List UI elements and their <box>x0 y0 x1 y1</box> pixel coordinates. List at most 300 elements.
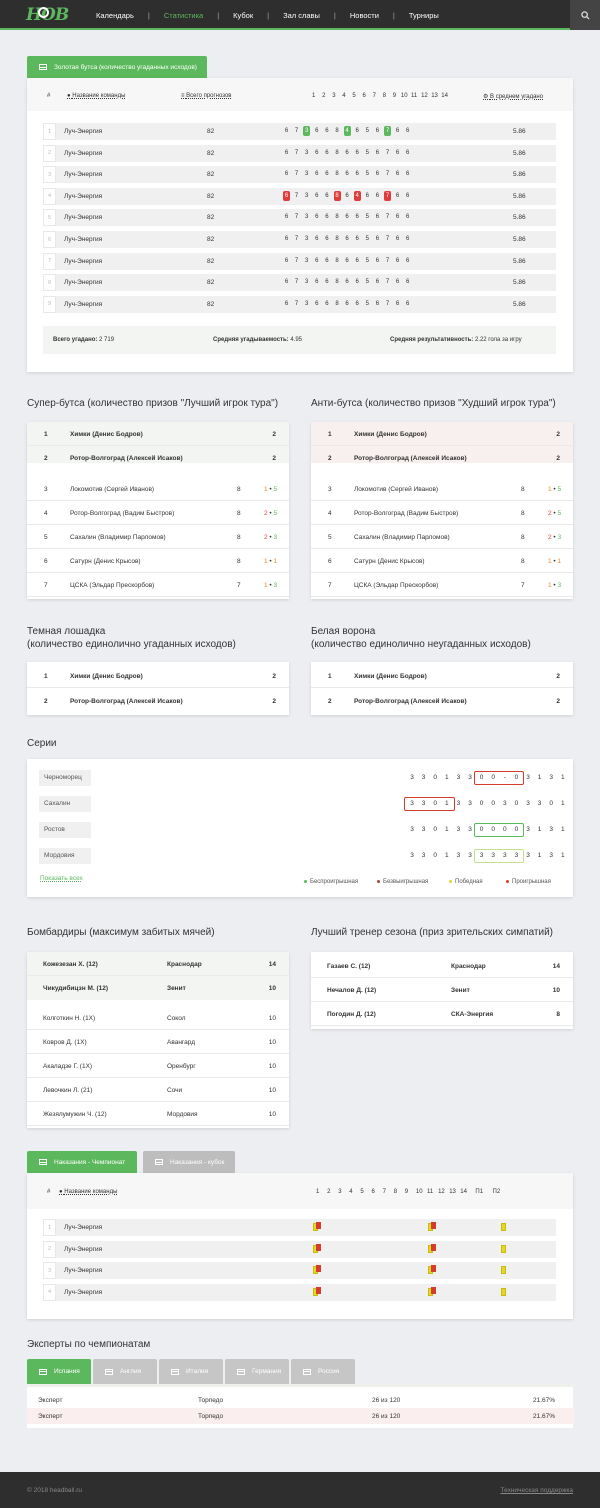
player-name: Левочкин Л. (21) <box>43 1087 93 1094</box>
table-row[interactable] <box>27 1392 574 1408</box>
table-row[interactable] <box>27 1102 289 1126</box>
red-card-icon <box>316 1265 321 1272</box>
round-cell: 6 <box>395 214 400 221</box>
series-value: 0 <box>433 800 437 807</box>
item-player: Ротор-Волгоград (Алексей Исаков) <box>354 698 467 705</box>
round-cell: 5 <box>365 300 369 307</box>
round-cell: 7 <box>385 171 390 178</box>
round-col-10: 10 <box>400 93 408 99</box>
nav-item-2[interactable]: Кубок <box>233 11 254 20</box>
goals-count: 10 <box>552 987 560 994</box>
series-value: 3 <box>526 774 530 781</box>
average-guessed: 5.86 <box>513 214 526 222</box>
nav-item-0[interactable]: Календарь <box>96 11 134 20</box>
tab-label: Золотая бутса (количество угаданных исходов) <box>54 63 197 71</box>
round-cell: 6 <box>345 257 349 264</box>
list-item[interactable] <box>27 525 289 549</box>
player-name: Погодин Д. (12) <box>327 1011 376 1018</box>
item-rank: 2 <box>328 698 332 705</box>
list-item[interactable] <box>27 477 289 501</box>
round-cell: 6 <box>315 279 319 286</box>
round-cell: 4 <box>345 128 349 134</box>
round-cell: 6 <box>355 171 359 178</box>
site-logo[interactable]: НОВ <box>26 5 69 25</box>
table-row[interactable] <box>311 978 573 1002</box>
legend-item <box>377 879 428 885</box>
item-rank: 4 <box>328 510 332 517</box>
series-value: 0 <box>514 826 519 833</box>
item-rank: 4 <box>44 510 48 517</box>
yellow-card-icon <box>501 1288 506 1296</box>
round-cell: 6 <box>355 300 359 307</box>
table-row[interactable] <box>27 976 289 1000</box>
list-item[interactable] <box>27 501 289 525</box>
nav-item-3[interactable]: Зал славы <box>283 11 320 20</box>
tab-label: Испания <box>54 1368 80 1375</box>
round-col-3: 3 <box>332 93 336 99</box>
goals-count: 10 <box>268 1039 276 1046</box>
round-cell: 6 <box>284 192 289 199</box>
table-row[interactable] <box>43 145 556 162</box>
round-cell: 6 <box>315 214 319 221</box>
series-value: 0 <box>479 774 484 781</box>
item-player: Ротор-Волгоград (Алексей Исаков) <box>70 698 183 705</box>
table-row[interactable] <box>43 1219 556 1236</box>
col-team[interactable]: ● Название команды <box>67 93 126 99</box>
series-team: Черноморец <box>39 770 91 786</box>
expert-result: 26 из 120 <box>372 1413 401 1420</box>
series-value: 3 <box>526 800 530 807</box>
nav-separator: | <box>267 11 270 20</box>
series-value: 3 <box>502 852 507 859</box>
col-team[interactable]: ● Название команды <box>59 1189 118 1195</box>
series-row[interactable] <box>39 822 565 838</box>
series-team: Ростов <box>39 822 91 838</box>
round-cell: 3 <box>305 300 309 307</box>
item-player: ЦСКА (Эльдар Прескорбов) <box>70 582 155 589</box>
average-guessed: 5.86 <box>513 236 526 243</box>
series-row[interactable] <box>39 848 565 864</box>
golden-totals <box>43 326 556 354</box>
club-name: Зенит <box>451 987 470 994</box>
item-player: Сахалин (Владимир Парломов) <box>354 534 450 541</box>
yellow-card-icon <box>501 1223 506 1231</box>
table-row[interactable] <box>43 231 556 248</box>
list-item[interactable] <box>311 477 573 501</box>
tab-expert-4[interactable] <box>291 1359 355 1384</box>
tab-label: Германия <box>252 1368 282 1375</box>
item-player: Химки (Денис Бодров) <box>70 431 143 438</box>
nav-item-1[interactable]: Статистика <box>163 11 204 20</box>
table-row[interactable] <box>27 1408 574 1424</box>
nav-item-4[interactable]: Новости <box>349 11 379 20</box>
team-name: Луч-Энергия <box>64 1288 103 1296</box>
round-col-1: 1 <box>312 93 316 99</box>
score-b: 3 <box>557 582 562 589</box>
red-card-icon <box>431 1222 436 1229</box>
list-item[interactable] <box>311 501 573 525</box>
total-predictions: 82 <box>207 192 215 200</box>
list-item[interactable] <box>311 549 573 573</box>
round-cell: 6 <box>355 257 359 264</box>
item-count: 2 <box>272 698 276 705</box>
item-score <box>264 582 277 589</box>
item-count: 8 <box>521 486 525 493</box>
item-player: ЦСКА (Эльдар Прескорбов) <box>354 582 439 589</box>
list-item[interactable] <box>27 422 289 446</box>
list-item[interactable] <box>27 549 289 573</box>
round-cell: 7 <box>294 128 299 134</box>
round-cell: 6 <box>325 257 329 264</box>
list-item[interactable] <box>311 446 573 470</box>
round-cell: 6 <box>395 128 400 134</box>
table-icon <box>303 1369 311 1375</box>
round-cell: 7 <box>385 149 390 156</box>
score-b: 3 <box>273 534 278 541</box>
legend-label: Проигрышная <box>512 879 551 885</box>
tab-expert-2[interactable] <box>159 1359 223 1384</box>
anti-boot-list <box>311 422 573 599</box>
score-a: 1 <box>548 486 552 493</box>
total-predictions: 82 <box>207 171 215 179</box>
row-number: 2 <box>43 145 56 162</box>
series-row[interactable] <box>39 770 565 786</box>
table-row[interactable] <box>43 188 556 205</box>
list-item[interactable] <box>311 689 573 713</box>
total-predictions: 82 <box>207 128 215 135</box>
list-item[interactable] <box>27 446 289 470</box>
round-cell: 6 <box>284 128 289 134</box>
show-all-link[interactable]: Показать всех <box>40 875 83 882</box>
series-value: 1 <box>444 852 449 859</box>
average-guessed: 5.86 <box>513 149 526 157</box>
search-icon <box>581 11 590 20</box>
round-cell: 6 <box>284 257 289 264</box>
round-col-4: 4 <box>342 93 346 99</box>
nav-menu <box>82 11 453 20</box>
item-count: 2 <box>272 431 276 438</box>
nav-separator: | <box>392 11 395 20</box>
item-count: 8 <box>237 486 241 493</box>
search-button[interactable] <box>570 0 600 30</box>
col-team-label: Название команды <box>72 93 126 99</box>
club-name: Зенит <box>167 985 186 992</box>
round-col-14: 14 <box>460 1189 467 1195</box>
round-cell: 4 <box>355 192 359 199</box>
row-number: 9 <box>43 296 56 313</box>
round-cell: 6 <box>345 149 349 156</box>
goals-count: 14 <box>552 963 560 970</box>
list-item[interactable] <box>311 525 573 549</box>
nav-item-5[interactable]: Турниры <box>408 11 439 20</box>
item-player: Ротор-Волгоград (Алексей Исаков) <box>354 455 467 462</box>
item-rank: 2 <box>328 455 332 462</box>
table-row[interactable] <box>43 1262 556 1279</box>
round-cell: 6 <box>315 300 319 307</box>
item-rank: 7 <box>328 582 332 589</box>
round-cell: 6 <box>345 279 349 286</box>
item-count: 8 <box>521 534 525 541</box>
series-card <box>27 759 573 897</box>
round-cell: 6 <box>395 300 400 307</box>
round-col-8: 8 <box>393 1189 398 1195</box>
series-value: 1 <box>444 774 449 781</box>
round-cell: 6 <box>375 128 380 134</box>
round-cell: 5 <box>365 257 369 264</box>
club-name: Краснодар <box>167 961 202 968</box>
tab-label: Наказания - Чемпионат <box>54 1158 126 1166</box>
table-row[interactable] <box>27 1054 289 1078</box>
super-boot-list <box>27 422 289 599</box>
round-col-1: 1 <box>316 1189 320 1195</box>
tab-expert-0[interactable] <box>27 1359 91 1384</box>
round-cell: 6 <box>345 236 349 242</box>
round-cell: 6 <box>375 279 380 286</box>
item-count: 8 <box>521 558 525 565</box>
series-value: 3 <box>421 826 426 833</box>
round-cell: 6 <box>315 236 319 242</box>
series-value: 3 <box>456 774 461 781</box>
table-row[interactable] <box>43 296 556 313</box>
table-row[interactable] <box>311 954 573 978</box>
item-count: 2 <box>272 673 276 680</box>
round-col-2: 2 <box>322 93 326 99</box>
list-item[interactable] <box>311 422 573 446</box>
round-cell: 7 <box>294 279 299 286</box>
row-number: 7 <box>43 253 56 270</box>
round-cell: 6 <box>395 257 400 264</box>
player-name: Газаев С. (12) <box>327 963 371 970</box>
round-cell: 7 <box>385 257 390 264</box>
series-value: 3 <box>537 800 542 807</box>
series-value: 3 <box>421 852 426 859</box>
round-cell: 6 <box>325 149 329 156</box>
series-value: 0 <box>479 826 484 833</box>
score-dot: • <box>551 534 558 541</box>
red-card-icon <box>316 1244 321 1251</box>
round-cell: 7 <box>385 128 390 134</box>
series-value: 3 <box>491 852 495 859</box>
series-value: 0 <box>491 826 495 833</box>
round-cell: 6 <box>406 300 410 307</box>
goals-count: 10 <box>268 1063 276 1070</box>
red-card-icon <box>431 1287 436 1294</box>
round-cell: 8 <box>335 279 339 286</box>
player-name: Ковров Д. (1Х) <box>43 1039 87 1046</box>
item-score <box>548 486 561 493</box>
item-player: Сахалин (Владимир Парломов) <box>70 534 166 541</box>
round-cell: 6 <box>355 279 359 286</box>
item-player: Ротор-Волгоград (Вадим Быстров) <box>70 510 175 517</box>
item-count: 2 <box>556 673 560 680</box>
series-value: 3 <box>468 800 472 807</box>
round-cell: 6 <box>375 214 380 221</box>
scorers-title: Бомбардиры (максимум забитых мячей) <box>27 927 215 938</box>
item-count: 7 <box>237 582 241 589</box>
table-row[interactable] <box>27 1006 289 1030</box>
total-guessed: Всего угадано: 2 719 <box>53 337 115 343</box>
expert-name: Эксперт <box>38 1397 63 1404</box>
item-rank: 1 <box>44 431 48 438</box>
series-value: 3 <box>456 800 461 807</box>
series-value: 3 <box>549 826 553 833</box>
col-num: # <box>47 93 51 99</box>
team-name: Луч-Энергия <box>64 149 103 157</box>
round-col-9: 9 <box>392 93 397 99</box>
list-item[interactable] <box>311 664 573 688</box>
round-cell: 6 <box>395 236 400 242</box>
series-value: 3 <box>421 800 426 807</box>
series-value: 1 <box>560 826 565 833</box>
footer <box>0 1472 600 1508</box>
series-value: 3 <box>456 826 461 833</box>
total-predictions: 82 <box>207 149 215 157</box>
copyright: © 2018 headball.ru <box>27 1487 83 1494</box>
round-cell: 8 <box>335 171 339 178</box>
score-b: 5 <box>557 486 562 493</box>
score-dot: • <box>551 486 558 493</box>
table-row[interactable] <box>27 1030 289 1054</box>
score-dot: • <box>267 510 274 517</box>
table-row[interactable] <box>311 1002 573 1026</box>
total-predictions: 82 <box>207 279 215 287</box>
score-a: 1 <box>264 486 268 493</box>
col-total[interactable]: ≡ Всего прогнозов <box>181 93 232 99</box>
col-avg[interactable]: ⚙ В среднем угадано <box>483 94 544 100</box>
item-player: Химки (Денис Бодров) <box>354 673 427 680</box>
nav-separator: | <box>217 11 220 20</box>
support-link[interactable]: Техническая поддержка <box>500 1487 573 1494</box>
table-row[interactable] <box>43 123 556 140</box>
tab-label: Наказания - кубок <box>170 1158 225 1166</box>
round-cell: 6 <box>395 149 400 156</box>
nav-separator: | <box>333 11 336 20</box>
item-count: 2 <box>556 431 560 438</box>
score-a: 1 <box>264 558 268 565</box>
coach-title: Лучший тренер сезона (приз зрительских симпатий) <box>311 927 553 938</box>
series-value: 3 <box>479 852 484 859</box>
series-value: 3 <box>549 852 553 859</box>
series-value: 0 <box>491 800 495 807</box>
tab-expert-3[interactable] <box>225 1359 289 1384</box>
item-rank: 6 <box>44 558 48 565</box>
round-cell: 3 <box>305 149 309 156</box>
round-col-6: 6 <box>371 1189 375 1195</box>
round-col-8: 8 <box>382 93 387 99</box>
expert-percent: 21.67% <box>533 1413 556 1420</box>
item-count: 7 <box>521 582 525 589</box>
table-icon <box>237 1369 245 1375</box>
logo-ball-icon <box>38 7 49 18</box>
white-crow-title: Белая ворона (количество единолично неугаданных исходов) <box>311 626 531 650</box>
series-team: Мордовия <box>39 848 91 864</box>
tab-penalties-championship[interactable] <box>27 1151 137 1173</box>
round-cell: 6 <box>315 257 319 264</box>
penalties-table <box>27 1173 573 1319</box>
table-row[interactable] <box>27 1078 289 1102</box>
table-row[interactable] <box>43 253 556 270</box>
series-value: 1 <box>444 826 449 833</box>
round-cell: 7 <box>385 236 390 242</box>
round-cell: 6 <box>345 171 349 178</box>
list-item[interactable] <box>27 689 289 713</box>
series-value: 1 <box>537 774 542 781</box>
round-cell: 5 <box>365 236 369 242</box>
series-value: 0 <box>491 774 495 781</box>
item-score <box>548 582 561 589</box>
item-rank: 2 <box>44 455 48 462</box>
round-cell: 8 <box>335 257 339 264</box>
table-row[interactable] <box>43 1241 556 1258</box>
score-b: 3 <box>273 582 278 589</box>
item-count: 8 <box>237 534 241 541</box>
round-cell: 8 <box>335 236 339 242</box>
tab-expert-1[interactable] <box>93 1359 157 1384</box>
round-cell: 6 <box>406 214 410 221</box>
expert-percent: 21.67% <box>533 1397 556 1404</box>
round-cell: 3 <box>305 214 309 221</box>
item-score <box>264 486 277 493</box>
table-row[interactable] <box>43 1284 556 1301</box>
round-cell: 6 <box>284 171 289 178</box>
series-value: 3 <box>410 826 414 833</box>
round-cell: 6 <box>355 214 359 221</box>
round-cell: 5 <box>365 214 369 221</box>
round-cell: 6 <box>345 214 349 221</box>
round-cell: 7 <box>294 192 299 199</box>
tab-golden-boot[interactable] <box>27 56 207 78</box>
table-row[interactable] <box>43 166 556 183</box>
table-row[interactable] <box>43 209 556 226</box>
round-cell: 6 <box>375 149 380 156</box>
player-name: Колготкин Н. (1Х) <box>43 1015 96 1022</box>
table-icon <box>39 1159 47 1165</box>
round-cell: 6 <box>406 192 410 199</box>
series-row[interactable] <box>39 796 565 812</box>
item-rank: 1 <box>328 431 332 438</box>
table-icon <box>105 1369 113 1375</box>
average-guessed: 5.86 <box>513 279 526 287</box>
list-item[interactable] <box>311 573 573 597</box>
round-cell: 6 <box>395 192 400 199</box>
tab-penalties-cup[interactable] <box>143 1151 235 1173</box>
tab-label: Италия <box>186 1368 209 1375</box>
series-value: 3 <box>502 800 507 807</box>
round-col-9: 9 <box>404 1189 409 1195</box>
round-cell: 6 <box>315 171 319 178</box>
table-row[interactable] <box>43 274 556 291</box>
row-number: 2 <box>43 1241 56 1258</box>
round-col-14: 14 <box>441 93 448 99</box>
club-name: Авангард <box>167 1039 196 1046</box>
item-player: Локомотив (Сергей Иванов) <box>354 486 439 493</box>
list-item[interactable] <box>27 573 289 597</box>
round-col-10: 10 <box>415 1189 423 1195</box>
item-rank: 1 <box>328 673 332 680</box>
team-name: Луч-Энергия <box>64 1245 103 1253</box>
list-item[interactable] <box>27 664 289 688</box>
team-name: Луч-Энергия <box>64 1224 103 1231</box>
round-cell: 6 <box>325 192 329 199</box>
item-score <box>548 534 561 541</box>
legend-label: Победная <box>455 879 483 885</box>
yellow-card-icon <box>501 1266 506 1274</box>
table-row[interactable] <box>27 952 289 976</box>
series-team: Сахалин <box>39 796 91 812</box>
round-cell: 7 <box>385 279 390 286</box>
item-player: Локомотив (Сергей Иванов) <box>70 486 155 493</box>
table-icon <box>39 1369 47 1375</box>
